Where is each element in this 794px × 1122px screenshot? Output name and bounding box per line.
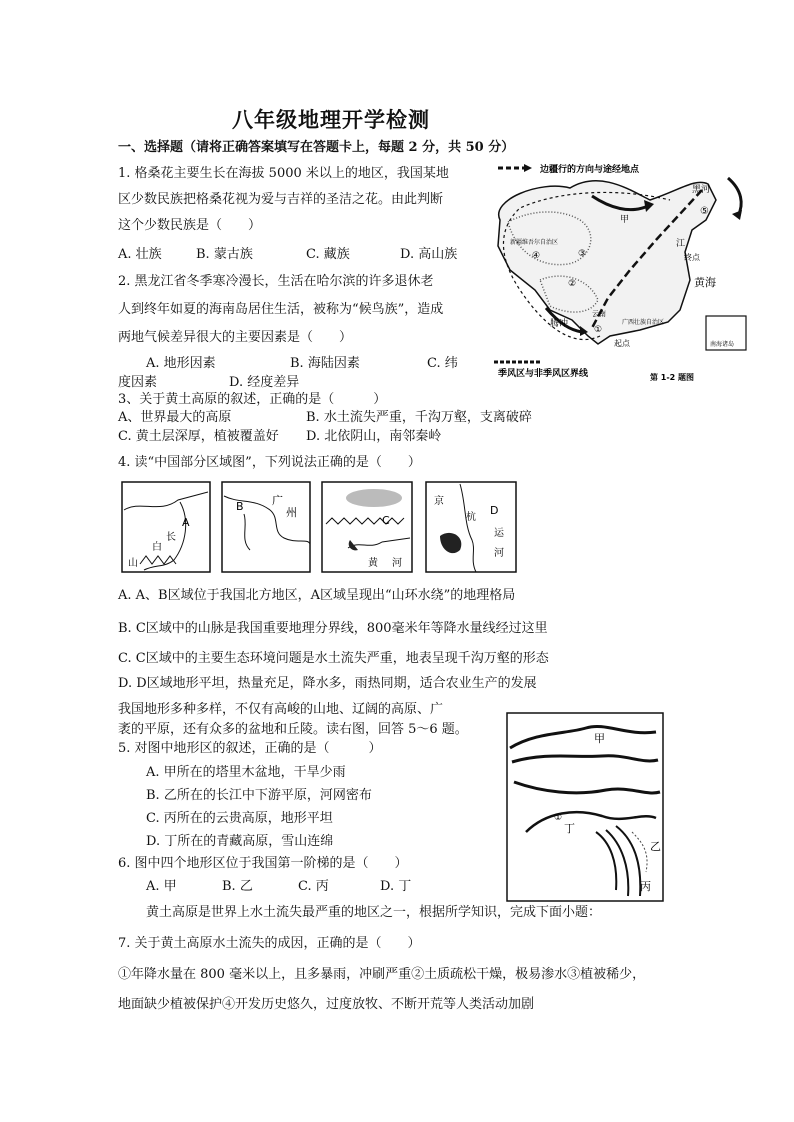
q2-option-a: A. 地形因素	[146, 356, 216, 371]
q2-option-b: B. 海陆因素	[290, 356, 360, 371]
q2-option-c-cont: 度因素	[118, 375, 158, 390]
section-heading: 一、选择题（请将正确答案填写在答题卡上，每题 2 分，共 50 分）	[118, 140, 515, 155]
terrain-map	[506, 712, 664, 902]
map1-legend-boundary: 季风区与非季风区界线	[498, 369, 589, 379]
region-maps	[120, 480, 520, 576]
q2-option-d: D. 经度差异	[229, 375, 300, 390]
q1-option-a: A. 壮族	[118, 247, 162, 262]
map4-label: 河	[494, 548, 504, 559]
intro-7: 黄土高原是世界上水土流失最严重的地区之一，根据所学知识，完成下面小题：	[146, 905, 602, 920]
map4-label: 州	[286, 506, 297, 519]
map4-label: 河	[392, 558, 402, 569]
map4-label: 黄	[368, 558, 378, 569]
map4-label: 白	[152, 542, 162, 553]
q3-option-b: B. 水土流失严重，千沟万壑，支离破碎	[306, 410, 532, 425]
region-map-c	[322, 482, 412, 572]
q1-option-b: B. 蒙古族	[196, 247, 253, 262]
q3-stem: 3、关于黄土高原的叙述，正确的是（ ）	[118, 392, 387, 407]
q6-option-b: B. 乙	[222, 879, 253, 894]
map1-label: 黄海	[694, 276, 716, 289]
q2-line-1: 2. 黑龙江省冬季寒冷漫长，生活在哈尔滨的许多退休老	[118, 274, 434, 289]
q2-line-2: 人到终年如夏的海南岛居住生活，被称为“候鸟族”，造成	[118, 302, 444, 317]
q4-option-c: C. C区域中的主要生态环境问题是水土流失严重，地表呈现千沟万壑的形态	[118, 651, 549, 666]
map4-label: A	[182, 516, 190, 529]
q1-option-c: C. 藏族	[306, 247, 350, 262]
map1-label: 云南	[592, 310, 606, 318]
map4-label: 广	[272, 494, 283, 507]
map1-caption: 第 1-2 题图	[650, 373, 695, 382]
q1-line-2: 区少数民族把格桑花视为爱与吉祥的圣洁之花。由此判断	[118, 192, 444, 207]
q6-option-a: A. 甲	[146, 879, 177, 894]
q4-option-d: D. D区域地形平坦，热量充足，降水多，雨热同期，适合农业生产的发展	[118, 676, 537, 691]
page-title: 八年级地理开学检测	[232, 107, 430, 132]
map4-label: 长	[166, 532, 176, 543]
map1-legend-route: 边疆行的方向与途经地点	[540, 165, 640, 175]
q5-option-c: C. 丙所在的云贵高原，地形平坦	[146, 811, 333, 826]
map4-label: D	[490, 504, 499, 517]
q2-option-c: C. 纬	[427, 356, 458, 371]
map4-label: 杭	[466, 512, 476, 523]
q7-line-1: ①年降水量在 800 毫米以上，且多暴雨，冲刷严重②土质疏松干燥，极易渗水③植被稀少，	[118, 967, 646, 982]
china-route-map	[480, 160, 762, 384]
q7-stem: 7. 关于黄土高原水土流失的成因，正确的是（ ）	[118, 936, 421, 951]
map1-label: 起点	[614, 339, 630, 348]
q5-option-a: A. 甲所在的塔里木盆地，干旱少雨	[146, 765, 346, 780]
map5-label: ①	[554, 813, 563, 823]
q6-stem: 6. 图中四个地形区位于我国第一阶梯的是（ ）	[118, 856, 408, 871]
map1-label: ③	[578, 249, 587, 259]
map4-label: 山	[128, 558, 138, 569]
q6-option-c: C. 丙	[298, 879, 329, 894]
map4-label: 运	[494, 528, 504, 539]
map1-label: 南海诸岛	[710, 341, 735, 348]
q1-line-1: 1. 格桑花主要生长在海拔 5000 米以上的地区，我国某地	[118, 166, 449, 181]
intro-5-6-line-2: 袤的平原，还有众多的盆地和丘陵。读右图，回答 5～6 题。	[118, 722, 468, 737]
q3-option-c: C. 黄土层深厚，植被覆盖好	[118, 429, 279, 444]
map4-label: C	[382, 514, 390, 527]
map1-label: 甲	[620, 215, 630, 225]
map1-label: 黑河	[692, 185, 711, 195]
map1-label: 终点	[684, 253, 700, 262]
q4-stem: 4. 读“中国部分区域图”，下列说法正确的是（ ）	[118, 455, 421, 470]
intro-5-6-line-1: 我国地形多种多样，不仅有高峻的山地、辽阔的高原、广	[118, 702, 444, 717]
map4-label: 京	[434, 496, 444, 507]
q4-option-a: A. A、B区域位于我国北方地区，A区域呈现出“山环水绕”的地理格局	[118, 588, 516, 603]
map1-label: ①	[594, 325, 603, 335]
q1-line-3: 这个少数民族是（ ）	[118, 218, 262, 233]
q4-option-b: B. C区域中的山脉是我国重要地理分界线，800毫米年等降水量线经过这里	[118, 621, 548, 636]
map5-label: 丁	[564, 822, 575, 835]
map1-label: ④	[532, 251, 541, 261]
q1-option-d: D. 高山族	[400, 247, 458, 262]
q5-option-d: D. 丁所在的青藏高原，雪山连绵	[146, 834, 334, 849]
q7-line-2: 地面缺少植被保护④开发历史悠久，过度放牧、不断开荒等人类活动加剧	[118, 997, 535, 1012]
map4-label: B	[236, 500, 244, 513]
map1-label: 广西壮族自治区	[622, 319, 665, 326]
region-map-a	[122, 482, 210, 572]
map5-label: 乙	[650, 840, 661, 853]
map1-label: ⑤	[700, 206, 709, 217]
q2-line-3: 两地气候差异很大的主要因素是（ ）	[118, 330, 353, 345]
map5-label: 丙	[640, 880, 651, 893]
region-map-b	[222, 482, 310, 572]
q3-option-d: D. 北依阴山，南邻秦岭	[306, 429, 442, 444]
map1-label: 江	[676, 239, 686, 249]
map1-label: 腾冲	[550, 319, 569, 329]
region-map-d	[426, 482, 516, 572]
q6-option-d: D. 丁	[380, 879, 412, 894]
map1-label: 新疆维吾尔自治区	[510, 239, 559, 246]
q5-option-b: B. 乙所在的长江中下游平原，河网密布	[146, 788, 372, 803]
q3-option-a: A、世界最大的高原	[118, 410, 232, 425]
map5-label: 甲	[594, 732, 605, 745]
q5-stem: 5. 对图中地形区的叙述，正确的是（ ）	[118, 741, 382, 756]
map1-label: ②	[568, 279, 577, 289]
